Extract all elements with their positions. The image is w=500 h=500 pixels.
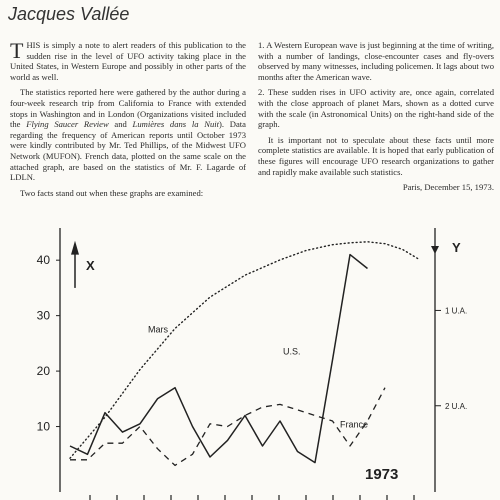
left-tick-label-10: 10 [36, 419, 50, 434]
paragraph-intro [10, 40, 246, 82]
paragraph-fact-2: 2. These sudden rises in UFO activity are, once again, correlated with the close approach of planet Mars, shown as a dotted curve with the scale (in Astronomical Units) on the right-hand side of the graph. [258, 87, 494, 130]
paragraph-two-facts: Two facts stand out when these graphs are examined: [20, 187, 204, 198]
series-layer [70, 242, 420, 466]
paragraph-statistics [10, 87, 246, 182]
series-us-line [70, 255, 368, 463]
left-tick-label-30: 30 [36, 308, 50, 323]
right-tick-label-2: 2 U.A. [445, 401, 468, 411]
paragraph-statistics-text-a: The statistics reported here were gathered by the author during a four-week research trip from California to France with extended stops in Washington and in London (Organizations visited included the [10, 87, 246, 130]
left-axis [37, 228, 79, 492]
right-tick-label-1: 1 U.A. [445, 306, 468, 316]
article-column-left [10, 40, 246, 203]
publication-title-fsr: Flying Saucer Review [26, 119, 109, 130]
bottom-ticks [90, 495, 414, 500]
drop-cap: T [10, 38, 24, 63]
year-label: 1973 [365, 466, 399, 484]
author-name: Jacques Vallée [8, 4, 130, 24]
paragraph-fact-1: 1. A Western European wave is just beginning at the time of writing, with a number of landings, close-encounter cases and fly-overs observed by many witnesses, including policemen. It lags about two months after the American wave. [258, 40, 494, 82]
left-tick-label-40: 40 [36, 253, 50, 268]
right-axis [431, 228, 467, 492]
paragraph-conclusion: It is important not to speculate about these facts until more complete statistics are available. It is hoped that early publication of these figures will encourage UFO research organizations to gather and rapidly make available such statistics. [258, 134, 494, 177]
up-arrow-icon [71, 241, 79, 255]
paragraph-intro-text: HIS is simply a note to alert readers of this publication to the sudden rise in the level of UFO activity taking place in the United States, in Western Europe and possibly in other parts of the world as well. [10, 40, 246, 82]
series-label-mars: Mars [148, 324, 168, 335]
right-axis-label: Y [452, 239, 461, 255]
left-tick-label-20: 20 [36, 364, 50, 379]
dateline: Paris, December 15, 1973. [402, 182, 494, 193]
down-arrow-icon [431, 246, 439, 254]
paragraph-statistics-text-c: ). Data regarding the frequency of American reports until October 1973 were kindly contributed by Mr. Ted Phillips, of the Midwest UFO Network (MUFON). French data, plotted on the same scale on the attached graph, are based on the statistics of Mr. F. Lagarde of LDLN. [10, 119, 246, 183]
article-column-right [258, 40, 494, 198]
ufo-mars-chart [0, 220, 500, 500]
publication-title-ldln: Lumières dans la Nuit [132, 119, 220, 130]
series-label-us: U.S. [283, 346, 301, 357]
series-label-france: France [340, 419, 369, 430]
left-axis-label: X [86, 258, 95, 274]
paragraph-statistics-text-b: and [108, 119, 133, 130]
